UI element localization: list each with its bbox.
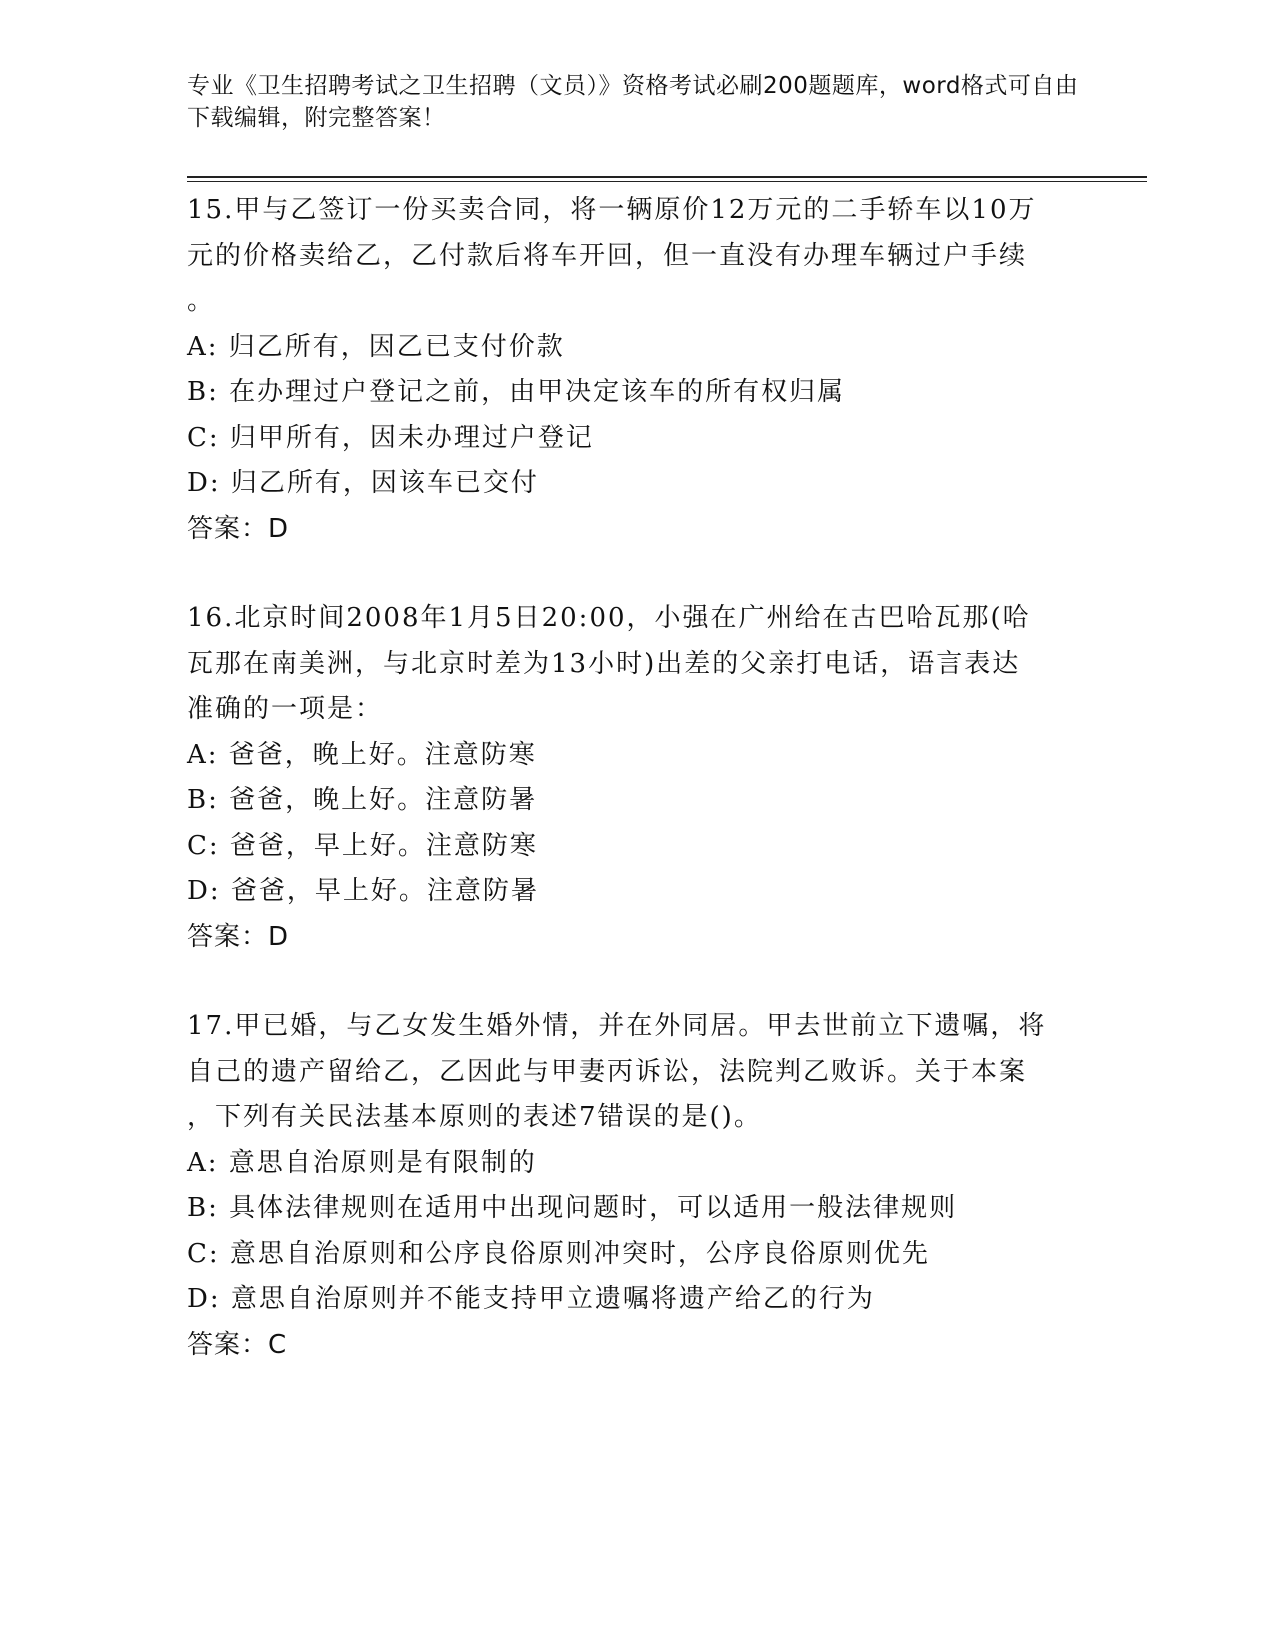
question-17 — [187, 1004, 1067, 1368]
option-a: A: 爸爸，晚上好。注意防寒 — [187, 739, 537, 770]
question-stem-line: 瓦那在南美洲，与北京时差为13小时)出差的父亲打电话，语言表达 — [187, 648, 1021, 679]
question-stem-line: 。 — [187, 286, 216, 316]
option-a: A: 意思自治原则是有限制的 — [187, 1147, 537, 1178]
option-b: B: 具体法律规则在适用中出现问题时，可以适用一般法律规则 — [187, 1193, 958, 1223]
option-d: D: 意思自治原则并不能支持甲立遗嘱将遗产给乙的行为 — [187, 1284, 875, 1314]
question-stem-line: 自己的遗产留给乙，乙因此与甲妻丙诉讼，法院判乙败诉。关于本案 — [187, 1056, 1028, 1087]
option-a: A: 归乙所有，因乙已支付价款 — [187, 331, 565, 362]
answer-line: 答案：C — [187, 1329, 288, 1360]
option-d: D: 爸爸，早上好。注意防暑 — [187, 876, 539, 906]
header-divider-thick — [187, 176, 1147, 178]
question-stem-line: 15.甲与乙签订一份买卖合同，将一辆原价12万元的二手轿车以10万 — [187, 195, 1037, 225]
document-header — [187, 70, 1087, 134]
answer-line: 答案：D — [187, 921, 290, 952]
option-c: C: 爸爸，早上好。注意防寒 — [187, 830, 538, 861]
question-stem-line: 准确的一项是： — [187, 694, 384, 724]
question-15 — [187, 188, 1067, 552]
header-text: 专业《卫生招聘考试之卫生招聘（文员）》资格考试必刷200题题库，word格式可自由下载编辑，附完整答案！ — [187, 73, 1079, 131]
option-d: D: 归乙所有，因该车已交付 — [187, 468, 539, 498]
option-c: C: 归甲所有，因未办理过户登记 — [187, 422, 594, 453]
question-stem-line: 16.北京时间2008年1月5日20:00，小强在广州给在古巴哈瓦那(哈 — [187, 603, 1031, 633]
question-stem-line: 17.甲已婚，与乙女发生婚外情，并在外同居。甲去世前立下遗嘱，将 — [187, 1011, 1047, 1041]
question-list — [187, 188, 1067, 1412]
answer-line: 答案：D — [187, 513, 290, 544]
option-c: C: 意思自治原则和公序良俗原则冲突时，公序良俗原则优先 — [187, 1238, 930, 1269]
option-b: B: 在办理过户登记之前，由甲决定该车的所有权归属 — [187, 377, 846, 407]
option-b: B: 爸爸，晚上好。注意防暑 — [187, 785, 538, 815]
header-divider-thin — [187, 181, 1147, 182]
question-stem-line: ，下列有关民法基本原则的表述7错误的是()。 — [187, 1102, 762, 1132]
question-16 — [187, 596, 1067, 960]
question-stem-line: 元的价格卖给乙，乙付款后将车开回，但一直没有办理车辆过户手续 — [187, 240, 1028, 271]
